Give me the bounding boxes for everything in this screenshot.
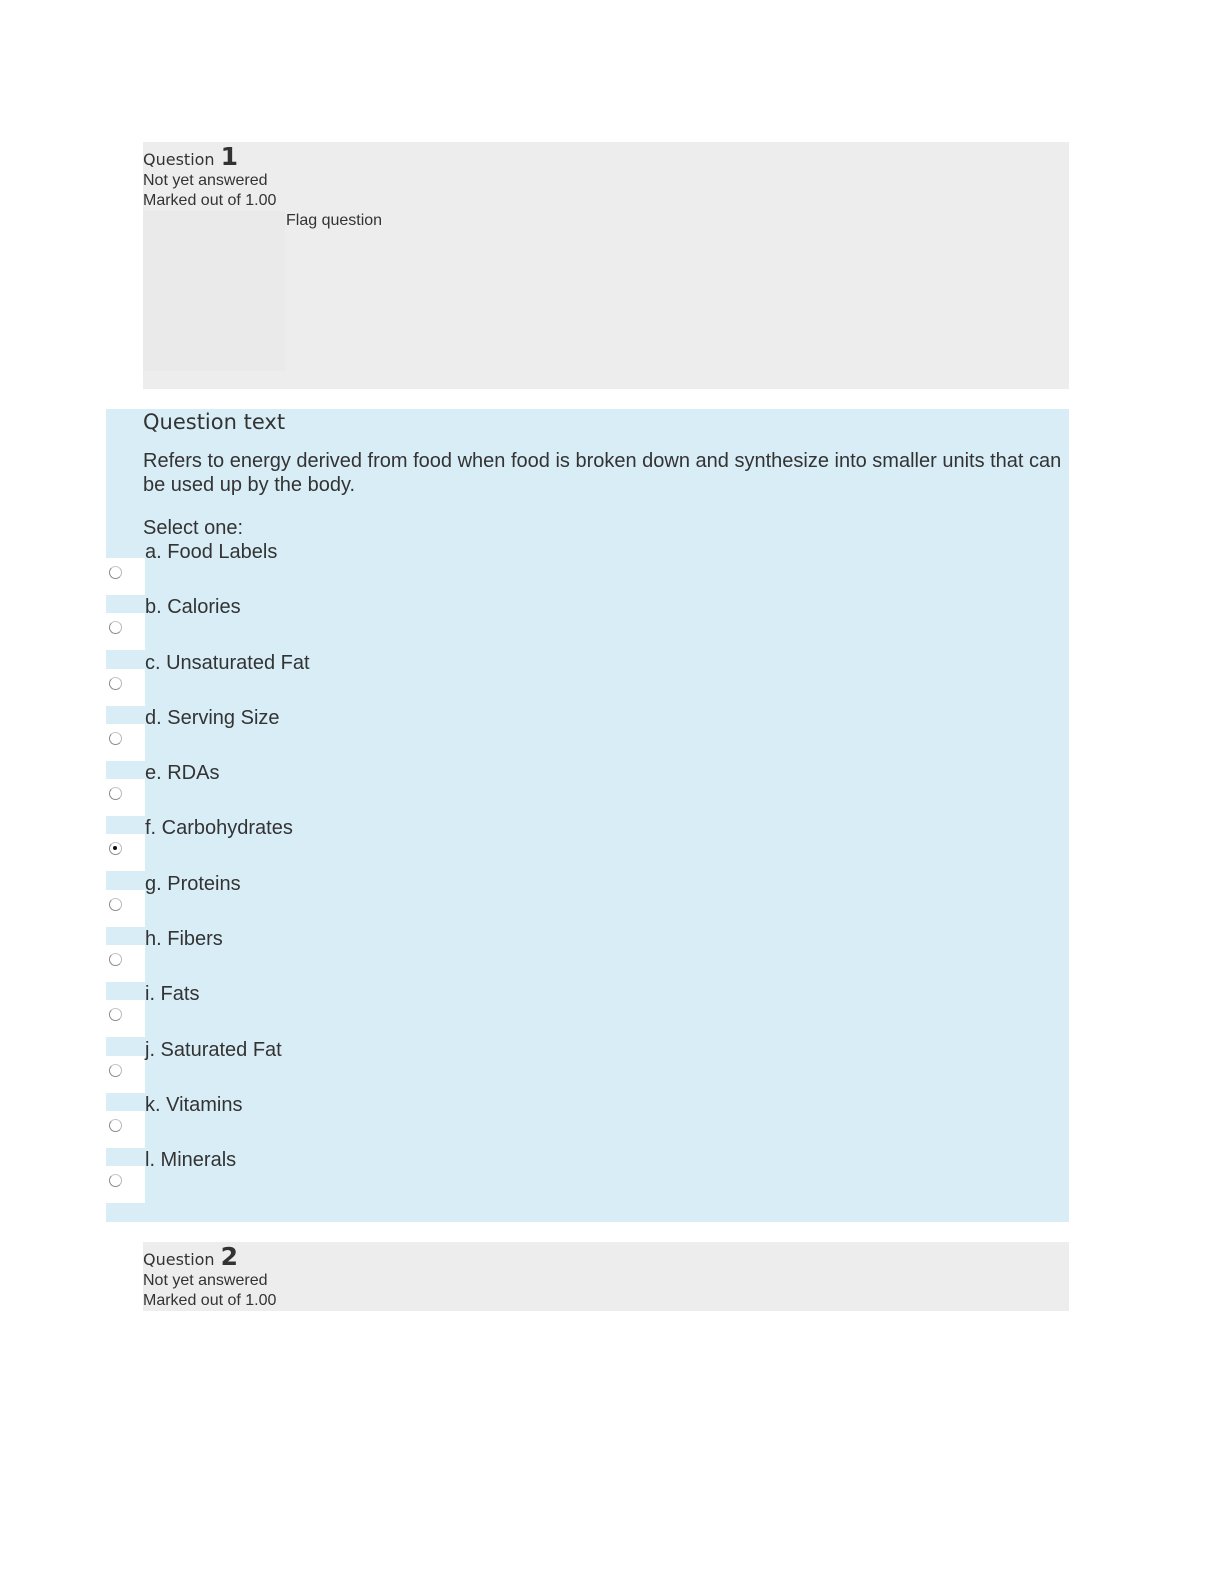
answer-option [106, 872, 1069, 927]
question-number: 1 [220, 142, 238, 171]
answer-option [106, 761, 1069, 816]
question-state: Not yet answered [143, 172, 268, 189]
answer-option [106, 816, 1069, 871]
question-text: Refers to energy derived from food when food is broken down and synthesize into smaller units that can be used up by the body. [143, 450, 1062, 496]
answer-label[interactable]: c. Unsaturated Fat [145, 651, 310, 674]
question-state: Not yet answered [143, 1272, 268, 1289]
question-1-info [143, 142, 1069, 389]
question-grade: Marked out of 1.00 [143, 192, 277, 209]
radio-cell [106, 1093, 145, 1148]
radio-button[interactable] [109, 621, 122, 634]
answer-list [106, 540, 1069, 1204]
radio-cell [106, 982, 145, 1037]
radio-cell [106, 872, 145, 927]
radio-cell [106, 1148, 145, 1203]
question-2-info [143, 1242, 1069, 1311]
answer-label[interactable]: l. Minerals [145, 1149, 237, 1172]
select-one-prompt: Select one: [143, 517, 244, 539]
answer-label[interactable]: i. Fats [145, 983, 200, 1006]
answer-option [106, 1148, 1069, 1203]
answer-option [106, 651, 1069, 706]
answer-option [106, 1038, 1069, 1093]
radio-cell [106, 540, 145, 595]
answer-label[interactable]: g. Proteins [145, 872, 241, 895]
answer-option [106, 982, 1069, 1037]
answer-option [106, 706, 1069, 761]
answer-label[interactable]: f. Carbohydrates [145, 817, 293, 840]
radio-button[interactable] [109, 677, 122, 690]
answer-option [106, 1093, 1069, 1148]
answer-label[interactable]: h. Fibers [145, 928, 223, 951]
answer-label[interactable]: k. Vitamins [145, 1093, 243, 1116]
flag-icon[interactable] [143, 211, 285, 371]
question-number-row [143, 1242, 1069, 1272]
radio-button[interactable] [109, 1119, 122, 1132]
answer-option [106, 595, 1069, 650]
radio-cell [106, 1038, 145, 1093]
question-grade: Marked out of 1.00 [143, 1292, 277, 1309]
question-text-heading: Question text [143, 410, 286, 434]
radio-button[interactable] [109, 953, 122, 966]
radio-cell [106, 595, 145, 650]
answer-option [106, 540, 1069, 595]
answer-label[interactable]: e. RDAs [145, 762, 220, 785]
question-number: 2 [220, 1242, 238, 1271]
flag-row [143, 211, 1069, 371]
answer-option [106, 927, 1069, 982]
answer-label[interactable]: j. Saturated Fat [145, 1038, 282, 1061]
question-label: Question [143, 1250, 215, 1269]
radio-button[interactable] [109, 732, 122, 745]
radio-button[interactable] [109, 566, 122, 579]
question-label: Question [143, 150, 215, 169]
question-1-formulation [106, 409, 1069, 1222]
radio-cell [106, 651, 145, 706]
radio-cell [106, 927, 145, 982]
answer-label[interactable]: d. Serving Size [145, 706, 280, 729]
radio-button[interactable] [109, 787, 122, 800]
radio-button[interactable] [109, 842, 122, 855]
radio-button[interactable] [109, 898, 122, 911]
radio-button[interactable] [109, 1064, 122, 1077]
radio-cell [106, 706, 145, 761]
radio-button[interactable] [109, 1174, 122, 1187]
answer-label[interactable]: a. Food Labels [145, 541, 278, 563]
radio-cell [106, 761, 145, 816]
radio-button[interactable] [109, 1008, 122, 1021]
answer-label[interactable]: b. Calories [145, 596, 241, 619]
radio-cell [106, 816, 145, 871]
question-number-row [143, 142, 1069, 172]
flag-question-link[interactable]: Flag question [286, 212, 383, 229]
